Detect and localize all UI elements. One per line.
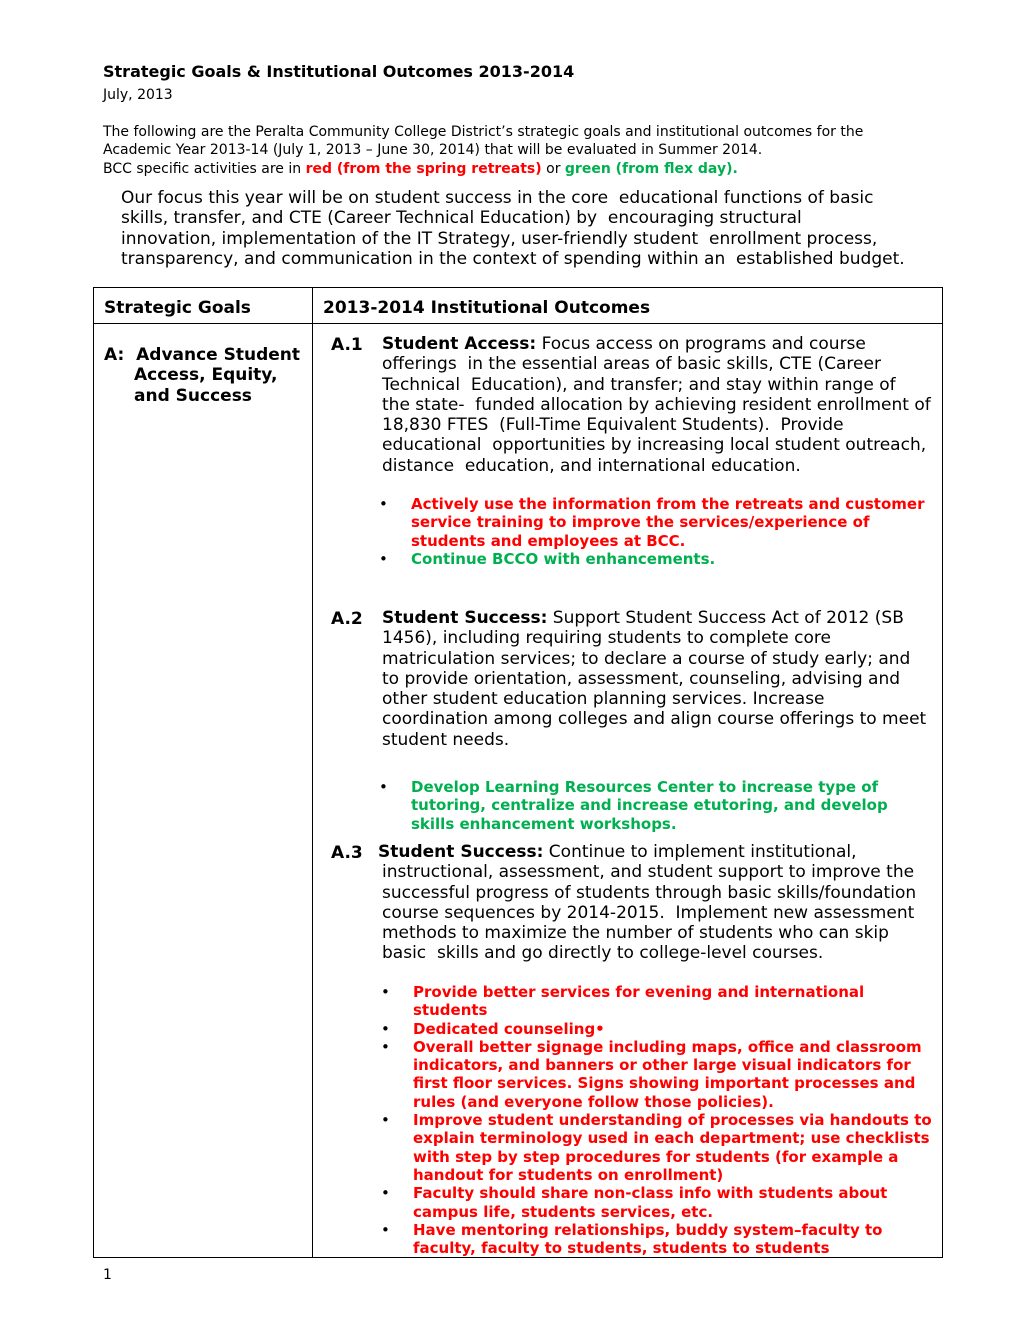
text-line: innovation, implementation of the IT Strategy, user-friendly student enrollment process, (121, 228, 878, 249)
intro-line: Academic Year 2013-14 (July 1, 2013 – June 30, 2014) that will be evaluated in Summer 2014. (103, 142, 763, 159)
text-line: coordination among colleges and align course offerings to meet (382, 709, 927, 730)
intro-line (103, 160, 863, 178)
outcome-line (382, 334, 931, 354)
header-divider (94, 323, 942, 324)
bullet-line: • Overall better signage including maps, office and classroom (413, 1037, 922, 1056)
outcome-line (378, 842, 916, 862)
intro-text: or (541, 160, 565, 177)
bullet-item (381, 1111, 932, 1184)
bullet-item (381, 1221, 932, 1258)
outcome-body (382, 354, 931, 476)
bullet-line: first floor services. Signs showing important processes and (413, 1074, 916, 1093)
outcome-number: A.3 (331, 843, 363, 863)
outcome-text: Continue to implement institutional, (543, 842, 857, 862)
outcome-text: Support Student Success Act of 2012 (SB (547, 608, 904, 628)
bullet-line: students (413, 1001, 488, 1020)
text-line: educational opportunities by increasing local student outreach, (382, 435, 927, 456)
goal-title: Advance Student (136, 345, 301, 365)
text-line: Our focus this year will be on student success in the core educational functions of basic (121, 188, 874, 208)
document-date: July, 2013 (103, 87, 173, 103)
outcome-body (382, 628, 926, 750)
intro-text: BCC specific activities are in (103, 160, 306, 177)
text-line: basic skills and go directly to college-level courses. (382, 943, 824, 964)
text-line: 1456), including requiring students to complete core (382, 628, 831, 649)
outcome-heading: Student Success: (378, 842, 544, 862)
text-line: the state- funded allocation by achieving resident enrollment of (382, 394, 931, 415)
bullet-line: faculty, faculty to students, students to students (413, 1239, 830, 1258)
bullet-line: rules (and everyone follow those policies). (413, 1092, 774, 1111)
green-legend: green (from flex day). (564, 160, 738, 177)
document-title: Strategic Goals & Institutional Outcomes 2013-2014 (103, 62, 575, 81)
goal-line: and Success (134, 385, 252, 406)
outcome-number: A.1 (331, 335, 363, 355)
bullet-line: tutoring, centralize and increase etutoring, and develop (411, 796, 888, 815)
goals-table (93, 287, 943, 1258)
bullet-line: indicators, and banners or other large visual indicators for (413, 1056, 911, 1075)
bullet-item (379, 495, 925, 550)
bullet-line: • Actively use the information from the retreats and customer (411, 495, 925, 513)
text-line: methods to maximize the number of students who can skip (382, 923, 889, 944)
bullet-line: • Dedicated counseling• (413, 1019, 605, 1038)
column-header-outcomes: 2013-2014 Institutional Outcomes (323, 298, 651, 318)
outcome-heading: Student Access: (382, 334, 537, 354)
outcome-a3-text (378, 842, 917, 964)
text-line: to provide orientation, assessment, counseling, advising and (382, 668, 901, 689)
bullet-line: • Develop Learning Resources Center to increase type of (411, 778, 879, 796)
outcome-line (382, 608, 926, 628)
bullet-item (381, 983, 932, 1020)
text-line: 18,830 FTES (Full-Time Equivalent Students). Provide (382, 415, 844, 436)
bullet-line: explain terminology used in each department; use checklists (413, 1129, 930, 1148)
outcome-body (382, 862, 916, 963)
bullet-line: handout for students on enrollment) (413, 1165, 724, 1184)
text-line: successful progress of students through basic skills/foundation (382, 882, 917, 903)
outcome-heading: Student Success: (382, 608, 548, 628)
a1-bullets (379, 495, 925, 568)
text-line: skills, transfer, and CTE (Career Technical Education) by encouraging structural (121, 208, 802, 229)
text-line: course sequences by 2014-2015. Implement new assessment (382, 902, 915, 923)
column-header-goals: Strategic Goals (104, 298, 251, 318)
bullet-item (381, 1020, 932, 1038)
text-line: distance education, and international education. (382, 455, 801, 476)
intro-paragraph (103, 123, 863, 178)
text-line: other student education planning services. Increase (382, 689, 825, 710)
focus-paragraph (121, 188, 905, 269)
bullet-item (381, 1038, 932, 1111)
bullet-item (379, 778, 888, 833)
page-number: 1 (103, 1267, 112, 1283)
column-divider (312, 288, 313, 1257)
outcome-a2-text (382, 608, 926, 750)
bullet-line: service training to improve the services/experience of (411, 513, 870, 532)
red-legend: red (from the spring retreats) (305, 160, 542, 177)
bullet-item (379, 550, 925, 568)
text-line: offerings in the essential areas of basic skills, CTE (Career (382, 354, 881, 375)
outcome-number: A.2 (331, 609, 363, 629)
goal-line (104, 345, 300, 365)
bullet-line: • Faculty should share non-class info with students about (413, 1184, 888, 1203)
text-line: matriculation services; to declare a course of study early; and (382, 648, 911, 669)
bullet-line: • Have mentoring relationships, buddy system–faculty to (413, 1220, 883, 1239)
text-line: instructional, assessment, and student support to improve the (382, 862, 915, 883)
intro-line: The following are the Peralta Community College District’s strategic goals and institutional outcomes for the (103, 124, 864, 140)
bullet-line: • Continue BCCO with enhancements. (411, 549, 716, 568)
goal-line: Access, Equity, (134, 365, 278, 386)
bullet-line: campus life, students services, etc. (413, 1202, 714, 1221)
strategic-goal-a (104, 345, 300, 406)
goal-letter: A: (104, 345, 125, 365)
a3-bullets (381, 983, 932, 1257)
bullet-line: • Improve student understanding of processes via handouts to (413, 1111, 932, 1130)
bullet-item (381, 1184, 932, 1221)
outcome-a1-text (382, 334, 931, 476)
text-line: transparency, and communication in the context of spending within an established budget. (121, 248, 905, 269)
outcome-text: Focus access on programs and course (536, 334, 866, 354)
bullet-line: • Provide better services for evening and international (413, 983, 865, 1001)
a2-bullets (379, 778, 888, 833)
text-line: student needs. (382, 729, 510, 750)
text-line: Technical Education), and transfer; and stay within range of (382, 374, 896, 395)
bullet-line: with step by step procedures for students (for example a (413, 1147, 899, 1166)
bullet-line: skills enhancement workshops. (411, 814, 677, 833)
bullet-line: students and employees at BCC. (411, 531, 686, 550)
